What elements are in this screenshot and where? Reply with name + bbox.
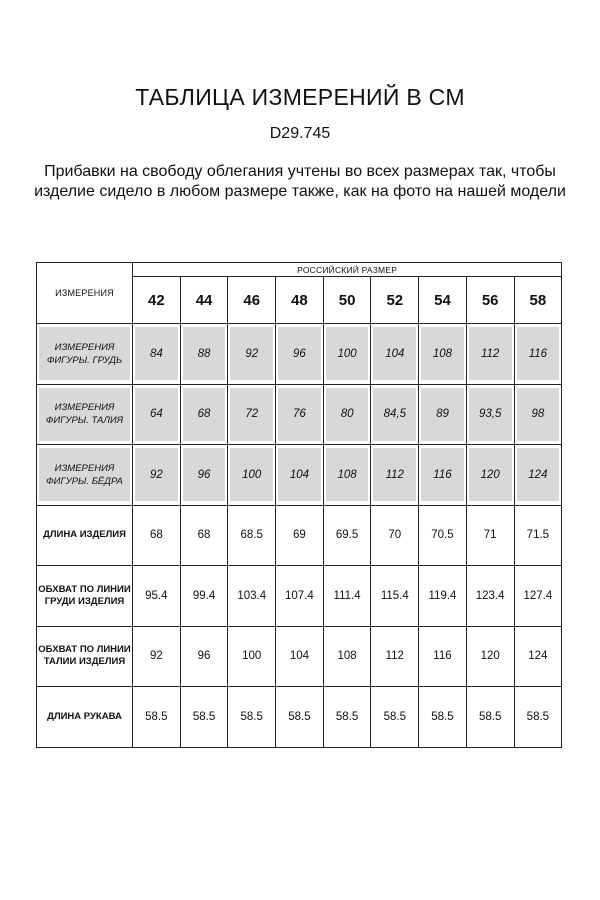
table-cell — [323, 324, 371, 385]
table-row — [37, 324, 562, 385]
table-cell: 120 — [466, 626, 514, 687]
table-cell — [419, 384, 467, 445]
table-cell-value: 116 — [421, 448, 464, 501]
table-cell: 100 — [228, 626, 276, 687]
size-header-42: 42 — [133, 277, 181, 324]
table-cell — [133, 384, 181, 445]
row-label — [37, 324, 133, 385]
row-label: ОБХВАТ ПО ЛИНИИ ТАЛИИ ИЗДЕЛИЯ — [37, 626, 133, 687]
table-cell — [371, 445, 419, 506]
table-cell — [276, 384, 324, 445]
table-row — [37, 566, 562, 627]
size-header-58: 58 — [514, 277, 562, 324]
table-cell-value: 68 — [183, 388, 226, 441]
table-cell-value: 104 — [278, 448, 321, 501]
table-cell — [276, 445, 324, 506]
table-cell: 103.4 — [228, 566, 276, 627]
table-cell — [228, 384, 276, 445]
table-cell — [371, 384, 419, 445]
row-label — [37, 445, 133, 506]
table-cell — [180, 324, 228, 385]
size-header-52: 52 — [371, 277, 419, 324]
table-row — [37, 384, 562, 445]
table-cell-value: 100 — [326, 327, 369, 380]
row-label: ДЛИНА РУКАВА — [37, 687, 133, 748]
table-cell: 92 — [133, 626, 181, 687]
table-cell-value: 108 — [421, 327, 464, 380]
page-title: ТАБЛИЦА ИЗМЕРЕНИЙ В СМ — [135, 84, 465, 110]
table-cell-value: 112 — [373, 448, 416, 501]
table-cell: 115.4 — [371, 566, 419, 627]
table-cell-value: 98 — [517, 388, 560, 441]
row-label-text: ИЗМЕРЕНИЯ ФИГУРЫ. ТАЛИЯ — [39, 388, 130, 441]
size-header-46: 46 — [228, 277, 276, 324]
table-cell — [228, 324, 276, 385]
table-cell — [466, 324, 514, 385]
table-cell-value: 96 — [278, 327, 321, 380]
table-cell-value: 84 — [135, 327, 178, 380]
table-cell: 95.4 — [133, 566, 181, 627]
table-cell-value: 84,5 — [373, 388, 416, 441]
table-cell-value: 124 — [517, 448, 560, 501]
size-header-50: 50 — [323, 277, 371, 324]
table-cell: 68 — [180, 505, 228, 566]
table-cell — [323, 384, 371, 445]
table-cell: 58.5 — [228, 687, 276, 748]
table-cell: 70.5 — [419, 505, 467, 566]
table-row — [37, 445, 562, 506]
table-cell — [419, 445, 467, 506]
table-cell: 96 — [180, 626, 228, 687]
table-cell-value: 76 — [278, 388, 321, 441]
table-cell-value: 116 — [517, 327, 560, 380]
row-label — [37, 384, 133, 445]
table-cell — [276, 324, 324, 385]
table-cell — [419, 324, 467, 385]
table-cell: 71 — [466, 505, 514, 566]
table-cell: 127.4 — [514, 566, 562, 627]
table-cell-value: 93,5 — [469, 388, 512, 441]
table-cell-value: 104 — [373, 327, 416, 380]
table-cell: 58.5 — [514, 687, 562, 748]
table-cell-value: 88 — [183, 327, 226, 380]
table-cell-value: 64 — [135, 388, 178, 441]
table-cell: 69.5 — [323, 505, 371, 566]
table-cell — [180, 445, 228, 506]
table-cell: 107.4 — [276, 566, 324, 627]
corner-label: ИЗМЕРЕНИЯ — [37, 263, 133, 324]
table-cell — [466, 384, 514, 445]
header-group-row — [37, 263, 562, 277]
table-cell — [514, 324, 562, 385]
table-cell: 108 — [323, 626, 371, 687]
size-table — [36, 262, 562, 748]
table-row — [37, 687, 562, 748]
table-cell — [180, 384, 228, 445]
article-number: D29.745 — [269, 125, 331, 142]
table-cell-value: 80 — [326, 388, 369, 441]
table-cell — [466, 445, 514, 506]
table-row — [37, 505, 562, 566]
table-cell: 58.5 — [466, 687, 514, 748]
table-cell: 58.5 — [276, 687, 324, 748]
fit-note: Прибавки на свободу облегания учтены во всех размерах так, чтобы изделие сидело в любом размере также, как на фото на нашей модели — [34, 163, 566, 200]
table-cell — [371, 324, 419, 385]
table-cell: 111.4 — [323, 566, 371, 627]
row-label-text: ИЗМЕРЕНИЯ ФИГУРЫ. ГРУДЬ — [39, 327, 130, 380]
table-cell: 104 — [276, 626, 324, 687]
table-cell: 58.5 — [323, 687, 371, 748]
table-cell — [228, 445, 276, 506]
size-header-56: 56 — [466, 277, 514, 324]
size-header-44: 44 — [180, 277, 228, 324]
row-label-text: ИЗМЕРЕНИЯ ФИГУРЫ. БЁДРА — [39, 448, 130, 501]
table-cell: 69 — [276, 505, 324, 566]
table-cell — [133, 324, 181, 385]
table-cell: 116 — [419, 626, 467, 687]
table-cell: 123.4 — [466, 566, 514, 627]
table-cell: 70 — [371, 505, 419, 566]
table-cell-value: 92 — [230, 327, 273, 380]
table-cell — [514, 384, 562, 445]
table-cell: 112 — [371, 626, 419, 687]
table-cell-value: 89 — [421, 388, 464, 441]
table-cell: 68.5 — [228, 505, 276, 566]
table-cell-value: 96 — [183, 448, 226, 501]
row-label: ОБХВАТ ПО ЛИНИИ ГРУДИ ИЗДЕЛИЯ — [37, 566, 133, 627]
table-cell: 119.4 — [419, 566, 467, 627]
row-label: ДЛИНА ИЗДЕЛИЯ — [37, 505, 133, 566]
table-cell — [323, 445, 371, 506]
table-row — [37, 626, 562, 687]
table-cell-value: 72 — [230, 388, 273, 441]
size-header-48: 48 — [276, 277, 324, 324]
table-cell — [133, 445, 181, 506]
group-header: РОССИЙСКИЙ РАЗМЕР — [133, 263, 562, 277]
size-header-54: 54 — [419, 277, 467, 324]
table-cell: 58.5 — [371, 687, 419, 748]
table-cell — [514, 445, 562, 506]
table-cell: 71.5 — [514, 505, 562, 566]
table-cell: 58.5 — [133, 687, 181, 748]
table-cell: 68 — [133, 505, 181, 566]
table-cell: 58.5 — [419, 687, 467, 748]
table-cell-value: 108 — [326, 448, 369, 501]
table-cell: 124 — [514, 626, 562, 687]
table-cell: 99.4 — [180, 566, 228, 627]
table-cell-value: 100 — [230, 448, 273, 501]
table-cell: 58.5 — [180, 687, 228, 748]
table-cell-value: 112 — [469, 327, 512, 380]
table-cell-value: 120 — [469, 448, 512, 501]
table-cell-value: 92 — [135, 448, 178, 501]
